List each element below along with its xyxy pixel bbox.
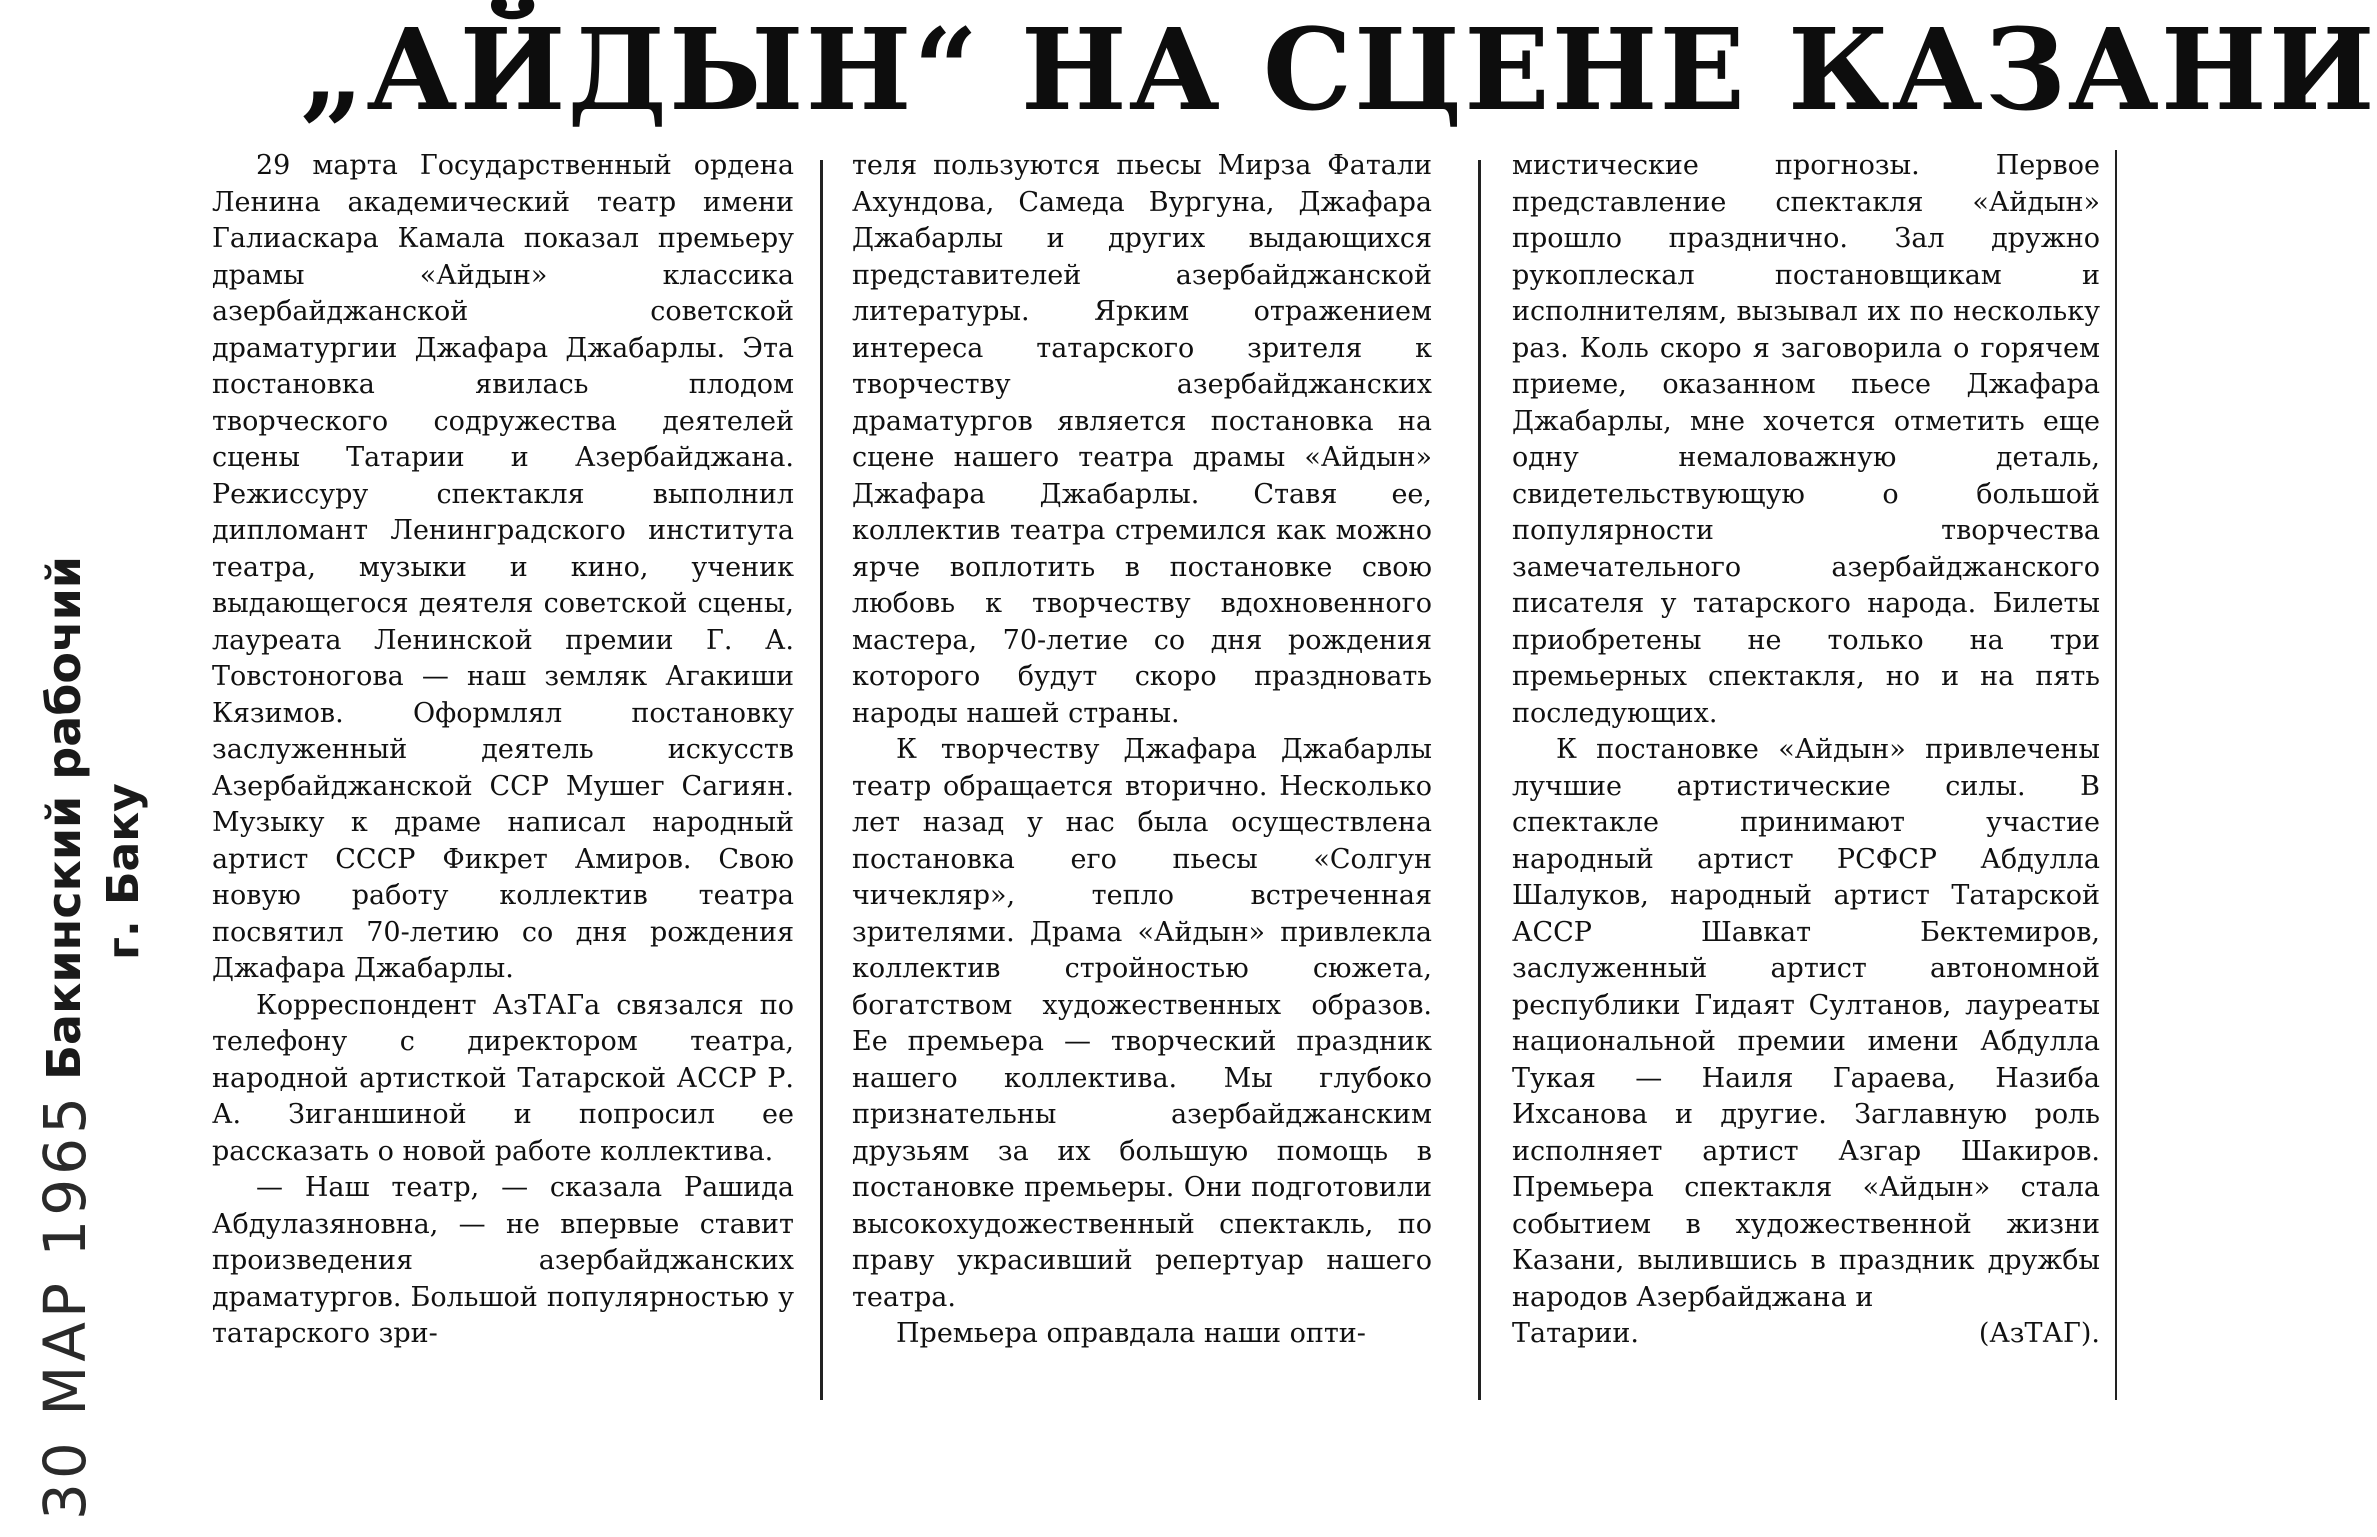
headline: „АЙДЫН“ НА СЦЕНЕ КАЗАНИ xyxy=(300,5,2377,136)
article-column-3 xyxy=(1512,148,2100,1408)
column-divider xyxy=(1478,160,1481,1400)
closing-word: Татарии. xyxy=(1512,1318,1639,1349)
stamp-city: г. Баку xyxy=(98,783,149,960)
column-divider xyxy=(820,160,823,1400)
paragraph: — Наш театр, — сказала Рашида Абдулазяновна, — не впервые ставит произведения азербайджанских драматургов. Большой популярностью у татарского зри- xyxy=(212,1172,794,1349)
signoff-line xyxy=(1512,1316,2100,1353)
paragraph: Премьера оправдала наши опти- xyxy=(896,1318,1366,1349)
clipping-edge xyxy=(2115,150,2117,1400)
paragraph: К творчеству Джафара Джабарлы театр обращается вторично. Несколько лет назад у нас была осуществлена постановка его пьесы «Солгун чичекляр», тепло встреченная зрителями. Драма «Айдын» привлекла коллектив стройностью сюжета, богатством художественных образов. Ее премьера — творческий праздник нашего коллектива. Мы глубоко признательны азербайджанским друзьям за их большую помощь в постановке премьеры. Они подготовили высокохудожественный спектакль, по праву украсивший репертуар нашего театра. xyxy=(852,734,1432,1313)
stamp-newspaper: Бакинский рабочий xyxy=(37,555,91,1080)
archive-stamp xyxy=(30,330,160,1520)
paragraph: К постановке «Айдын» привлечены лучшие артистические силы. В спектакле принимают участие народный артист РСФСР Абдулла Шалуков, народный артист Татарской АССР Шавкат Бектемиров, заслуженный артист автономной республики Гидаят Султанов, лауреаты национальной премии имени Абдулла Тукая — Наиля Гараева, Назиба Ихсанова и другие. Заглавную роль исполняет артист Азгар Шакиров. Премьера спектакля «Айдын» стала событием в художественной жизни Казани, вылившись в праздник дружбы народов Азербайджана и xyxy=(1512,734,2100,1313)
news-agency-credit: (АзТАГ). xyxy=(1978,1318,2100,1349)
paragraph: Корреспондент АзТАГа связался по телефону с директором театра, народной артисткой Татарской АССР Р. А. Зиганшиной и попросил ее рассказать о новой работе коллектива. xyxy=(212,989,794,1167)
paragraph: мистические прогнозы. Первое представление спектакля «Айдын» прошло празднично. Зал дружно рукоплескал постановщикам и исполнителям, вызывал их по нескольку раз. Коль скоро я заговорила о горячем приеме, оказанном пьесе Джафара Джабарлы, мне хочется отметить еще одну немаловажную деталь, свидетельствующую о большой популярности творчества замечательного азербайджанского писателя у татарского народа. Билеты приобретены не только на три премьерных спектакля, но и на пять последующих. xyxy=(1512,150,2100,729)
stamp-date: 30 МАР 1965 xyxy=(31,1093,99,1520)
paragraph: теля пользуются пьесы Мирза Фатали Ахундова, Самеда Вургуна, Джафара Джабарлы и других выдающихся представителей азербайджанской литературы. Ярким отражением интереса татарского зрителя к творчеству азербайджанских драматургов является постановка на сцене нашего театра драмы «Айдын» Джафара Джабарлы. Ставя ее, коллектив театра стремился как можно ярче воплотить в постановке свою любовь к творчеству вдохновенного мастера, 70-летие со дня рождения которого будут скоро праздновать народы нашей страны. xyxy=(852,150,1432,729)
article-column-2 xyxy=(852,148,1432,1408)
article-column-1 xyxy=(212,148,794,1408)
paragraph: 29 марта Государственный ордена Ленина академический театр имени Галиаскара Камала показал премьеру драмы «Айдын» классика азербайджанской советской драматургии Джафара Джабарлы. Эта постановка явилась плодом творческого содружества деятелей сцены Татарии и Азербайджана. Режиссуру спектакля выполнил дипломант Ленинградского института театра, музыки и кино, ученик выдающегося деятеля советской сцены, лауреата Ленинской премии Г. А. Товстоногова — наш земляк Агакиши Кязимов. Оформлял постановку заслуженный деятель искусств Азербайджанской ССР Мушег Сагиян. Музыку к драме написал народный артист СССР Фикрет Амиров. Свою новую работу коллектив театра посвятил 70-летию со дня рождения Джафара Джабарлы. xyxy=(212,150,794,984)
